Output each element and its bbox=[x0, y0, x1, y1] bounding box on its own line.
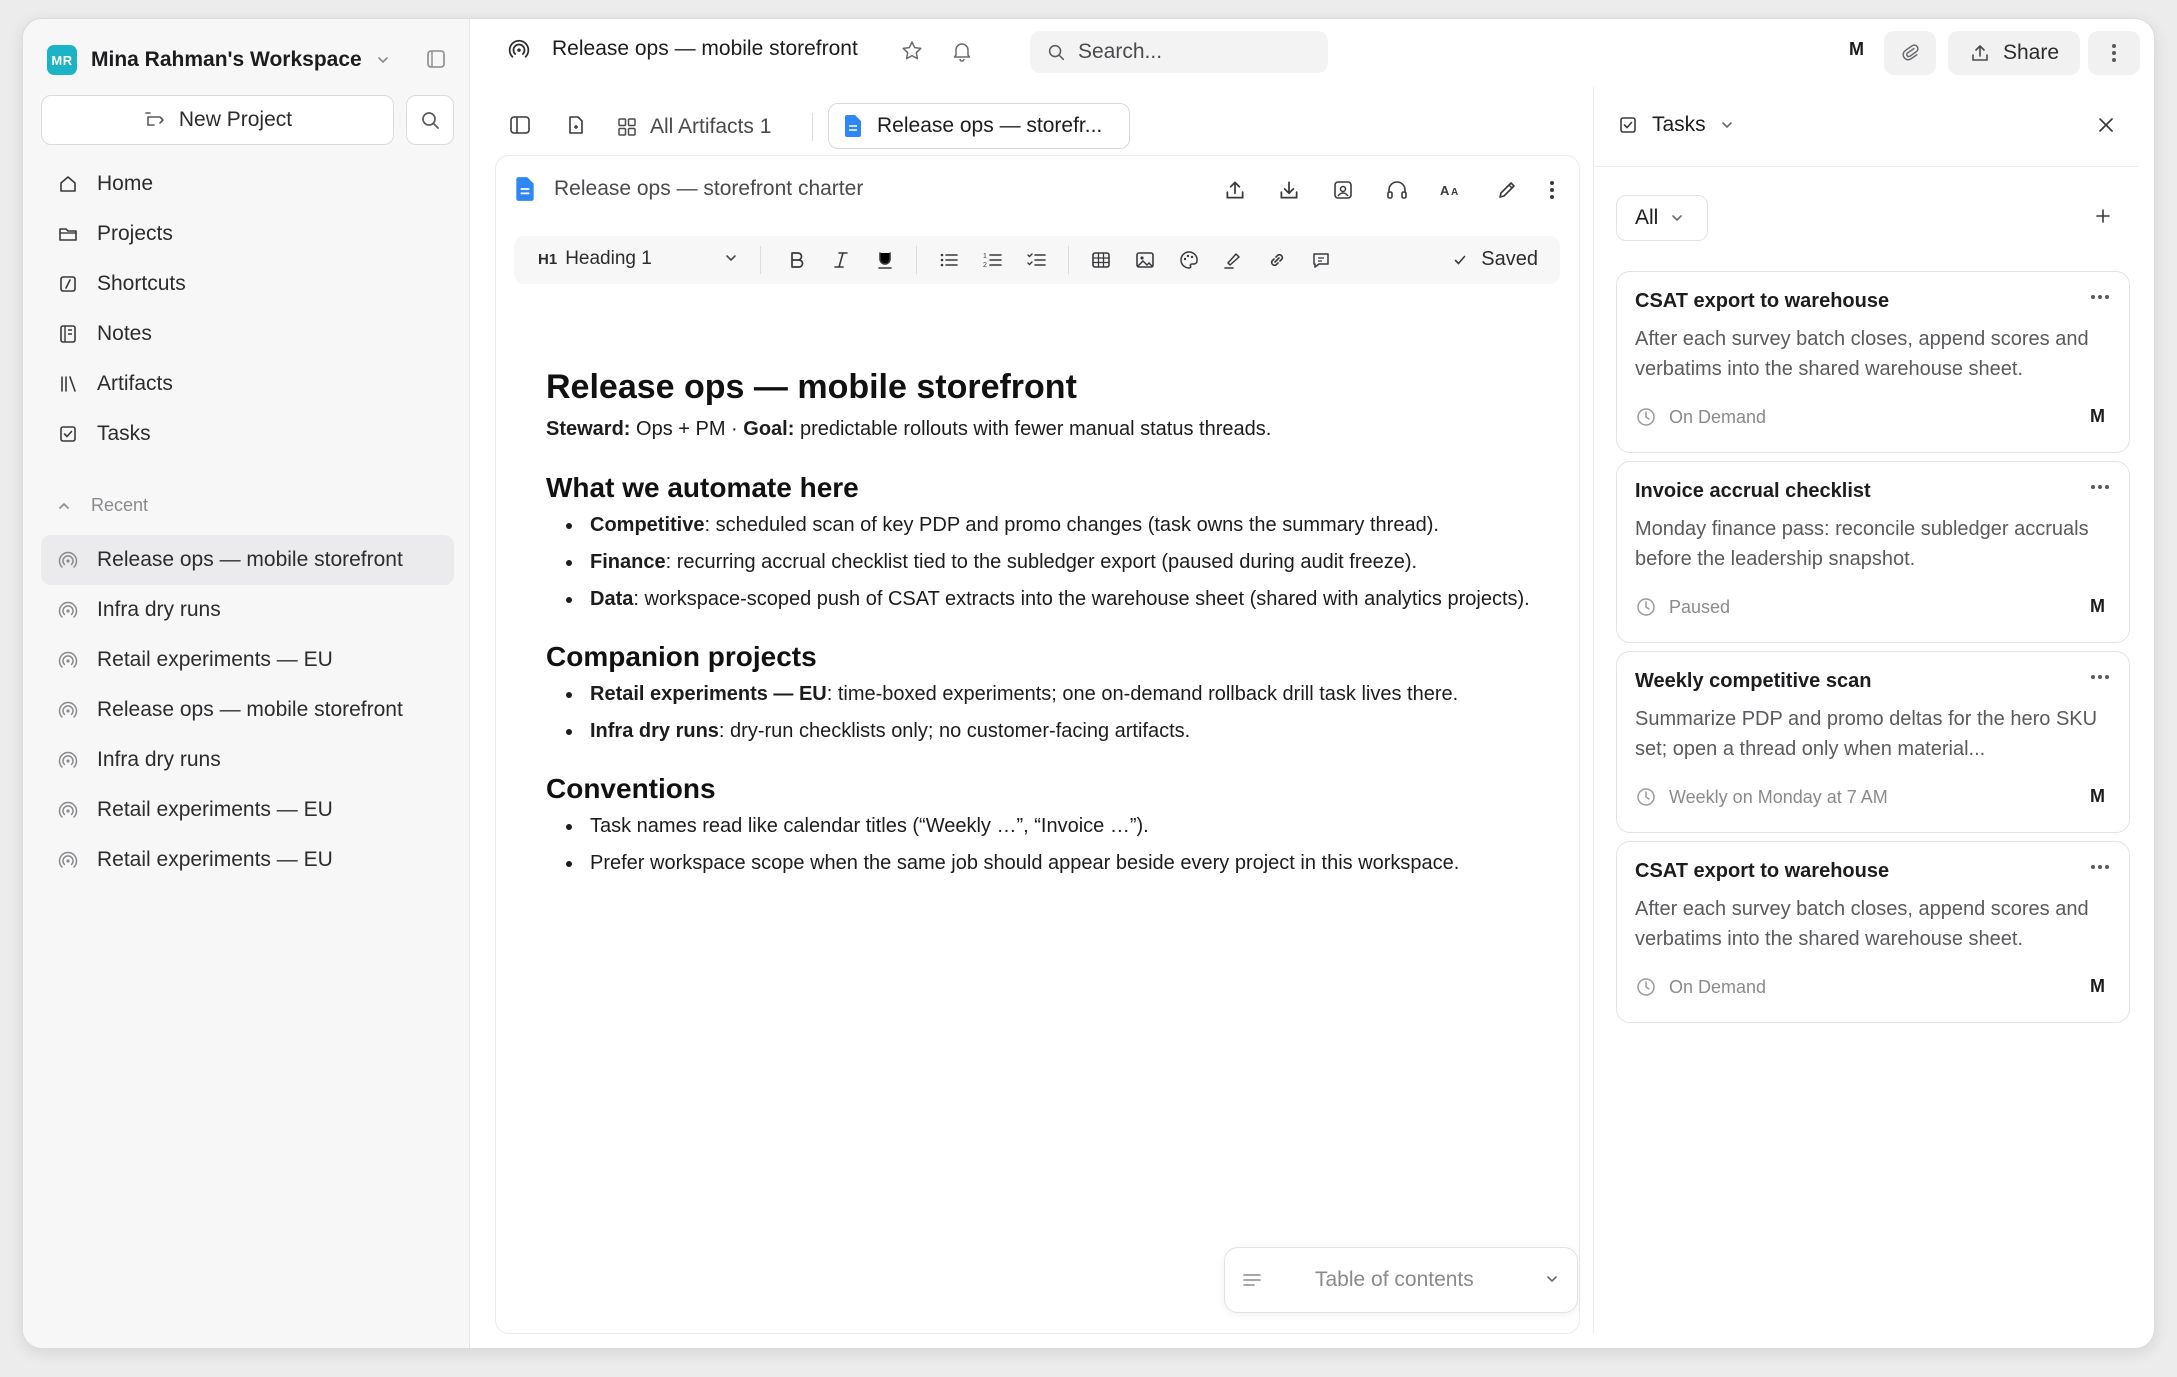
underline-icon[interactable] bbox=[874, 249, 896, 271]
tasks-title-dropdown[interactable] bbox=[1618, 113, 1734, 137]
document-header bbox=[496, 156, 1579, 222]
chevron-down-icon bbox=[1720, 118, 1734, 132]
artifact-tabs bbox=[470, 103, 1580, 149]
project-radar-icon bbox=[508, 38, 530, 60]
list-item bbox=[566, 681, 1546, 708]
paperclip-icon bbox=[1899, 42, 1921, 64]
comment-icon[interactable] bbox=[1310, 249, 1332, 271]
steward-label: Steward: bbox=[546, 418, 631, 440]
recent-item-label: Retail experiments — EU bbox=[97, 798, 333, 821]
sidebar-nav bbox=[41, 159, 454, 459]
sidebar-item-home[interactable] bbox=[41, 159, 454, 209]
font-size-icon[interactable] bbox=[1439, 178, 1465, 202]
goal-value: predictable rollouts with fewer manual status threads. bbox=[794, 418, 1272, 440]
clock-icon bbox=[1635, 786, 1657, 808]
document-meta bbox=[546, 414, 1546, 444]
tasks-title-label: Tasks bbox=[1652, 113, 1706, 136]
document-actions bbox=[1223, 178, 1555, 202]
recent-item[interactable] bbox=[41, 635, 454, 685]
tab-active-document[interactable] bbox=[828, 103, 1130, 149]
palette-icon[interactable] bbox=[1178, 249, 1200, 271]
task-card-schedule-label: On Demand bbox=[1669, 406, 1767, 427]
svg-text:1: 1 bbox=[983, 253, 987, 260]
heading-prefix: H1 bbox=[538, 250, 558, 268]
top-bar bbox=[470, 19, 2154, 87]
heading-select-label: Heading 1 bbox=[565, 248, 652, 269]
svg-text:A: A bbox=[1451, 187, 1459, 198]
task-card-schedule bbox=[1635, 976, 1766, 998]
recent-item-label: Infra dry runs bbox=[97, 598, 221, 621]
task-card-schedule bbox=[1635, 786, 1888, 808]
more-horizontal-icon[interactable] bbox=[2089, 864, 2111, 870]
bullet-list bbox=[546, 681, 1546, 745]
checklist-icon[interactable] bbox=[1026, 249, 1048, 271]
sidebar-item-label: Notes bbox=[97, 322, 152, 345]
search-icon bbox=[1046, 42, 1066, 62]
list-item-bold: Data bbox=[590, 588, 634, 610]
task-filter-label: All bbox=[1635, 206, 1659, 229]
bold-icon[interactable] bbox=[786, 249, 808, 271]
steward-value: Ops + PM · bbox=[630, 418, 744, 440]
task-card[interactable] bbox=[1616, 271, 2130, 453]
workspace-name: Mina Rahman's Workspace bbox=[91, 48, 362, 71]
list-item-bold: Competitive bbox=[590, 514, 705, 536]
more-horizontal-icon[interactable] bbox=[2089, 484, 2111, 490]
svg-text:2: 2 bbox=[983, 262, 987, 269]
task-card-assignee: M bbox=[2090, 596, 2105, 616]
section-heading: Conventions bbox=[546, 773, 716, 804]
toolbar-divider bbox=[916, 246, 917, 274]
image-gallery-icon[interactable] bbox=[1331, 178, 1355, 202]
more-menu-button[interactable] bbox=[2088, 31, 2140, 75]
list-item-text: : dry-run checklists only; no customer-facing artifacts. bbox=[718, 720, 1191, 742]
more-vertical-icon bbox=[2111, 42, 2117, 64]
highlighter-icon[interactable] bbox=[1222, 249, 1244, 271]
recent-item[interactable] bbox=[41, 835, 454, 885]
toolbar-divider bbox=[1068, 246, 1069, 274]
list-item-text: Prefer workspace scope when the same job should appear beside every project in this workspace. bbox=[590, 852, 1460, 874]
document-heading: Release ops — mobile storefront bbox=[546, 368, 1077, 406]
task-card-title: Invoice accrual checklist bbox=[1635, 480, 1871, 502]
close-icon[interactable] bbox=[2094, 113, 2118, 137]
workspace-switcher[interactable] bbox=[47, 35, 447, 85]
list-item-bold: Infra dry runs bbox=[590, 720, 719, 742]
notes-icon bbox=[57, 323, 79, 345]
bullet-list-icon[interactable] bbox=[938, 249, 960, 271]
project-title-label: Release ops — mobile storefront bbox=[552, 37, 858, 60]
task-card-schedule-label: On Demand bbox=[1669, 976, 1767, 997]
project-radar-icon bbox=[57, 599, 79, 621]
bell-icon[interactable] bbox=[950, 39, 974, 63]
artifacts-icon bbox=[57, 373, 79, 395]
italic-icon[interactable] bbox=[830, 249, 852, 271]
lines-icon bbox=[1241, 1269, 1263, 1291]
bullet-list bbox=[546, 813, 1546, 877]
project-radar-icon bbox=[57, 699, 79, 721]
save-status-label: Saved bbox=[1481, 248, 1538, 270]
task-check-icon bbox=[1618, 115, 1638, 135]
list-item-text: : scheduled scan of key PDP and promo changes (task owns the summary thread). bbox=[704, 514, 1439, 536]
table-icon[interactable] bbox=[1090, 249, 1112, 271]
image-icon[interactable] bbox=[1134, 249, 1156, 271]
task-card-description: Monday finance pass: reconcile subledger accruals before the leadership snapshot. bbox=[1635, 518, 2089, 570]
list-item-bold: Retail experiments — EU bbox=[590, 683, 827, 705]
download-icon[interactable] bbox=[1277, 178, 1301, 202]
tab-all-artifacts-label: All Artifacts 1 bbox=[650, 115, 772, 138]
task-check-icon bbox=[57, 423, 79, 445]
more-horizontal-icon[interactable] bbox=[2089, 674, 2111, 680]
list-item bbox=[566, 813, 1546, 840]
toolbar-divider bbox=[760, 246, 761, 274]
tab-all-artifacts[interactable] bbox=[616, 107, 771, 147]
list-item-text: : time-boxed experiments; one on-demand rollback drill task lives there. bbox=[826, 683, 1459, 705]
sidebar-item-label: Tasks bbox=[97, 422, 151, 445]
list-item bbox=[566, 850, 1546, 877]
recent-list bbox=[41, 535, 454, 885]
sidebar-item-shortcuts[interactable] bbox=[41, 259, 454, 309]
project-radar-icon bbox=[57, 749, 79, 771]
table-of-contents-button[interactable] bbox=[1224, 1247, 1578, 1313]
grid-icon bbox=[616, 116, 638, 138]
tab-divider bbox=[812, 113, 813, 141]
list-item-bold: Finance bbox=[590, 551, 666, 573]
document-icon bbox=[514, 176, 536, 202]
clock-icon bbox=[1635, 596, 1657, 618]
project-radar-icon bbox=[57, 849, 79, 871]
home-icon bbox=[57, 173, 79, 195]
folder-icon bbox=[57, 223, 79, 245]
recent-item[interactable] bbox=[41, 735, 454, 785]
project-radar-icon bbox=[57, 649, 79, 671]
list-item-text: : workspace-scoped push of CSAT extracts into the warehouse sheet (shared with analytics projects). bbox=[633, 588, 1530, 610]
new-project-icon bbox=[143, 109, 167, 131]
tasks-panel bbox=[1593, 87, 2138, 1334]
recent-item-label: Retail experiments — EU bbox=[97, 848, 333, 871]
list-item bbox=[566, 586, 1546, 613]
task-card-title: CSAT export to warehouse bbox=[1635, 290, 1890, 312]
panel-toggle-icon[interactable] bbox=[508, 113, 532, 137]
more-horizontal-icon[interactable] bbox=[2089, 294, 2111, 300]
list-item bbox=[566, 718, 1546, 745]
tasks-panel-header bbox=[1594, 87, 2138, 167]
svg-text:A: A bbox=[1440, 183, 1450, 198]
task-card-description: After each survey batch closes, append scores and verbatims into the shared warehouse sheet. bbox=[1635, 328, 2089, 380]
workspace-badge: MR bbox=[47, 45, 77, 75]
document-editor bbox=[495, 155, 1580, 1334]
sidebar-item-tasks[interactable] bbox=[41, 409, 454, 459]
task-card[interactable] bbox=[1616, 651, 2130, 833]
clock-icon bbox=[1635, 976, 1657, 998]
share-label: Share bbox=[2002, 41, 2060, 64]
sidebar-item-label: Shortcuts bbox=[97, 272, 186, 295]
task-card-assignee: M bbox=[2090, 786, 2105, 806]
formatting-toolbar bbox=[514, 236, 1560, 284]
heading-select[interactable] bbox=[538, 248, 652, 270]
list-item-text: : recurring accrual checklist tied to the subledger export (paused during audit freeze). bbox=[665, 551, 1418, 573]
task-card-schedule-label: Paused bbox=[1669, 596, 1731, 617]
check-icon bbox=[1453, 253, 1467, 267]
numbered-list-icon[interactable] bbox=[982, 249, 1004, 271]
tab-active-label: Release ops — storefr... bbox=[877, 114, 1103, 137]
task-card-schedule bbox=[1635, 406, 1766, 428]
search-placeholder: Search... bbox=[1078, 40, 1163, 63]
sidebar-item-artifacts[interactable] bbox=[41, 359, 454, 409]
task-card[interactable] bbox=[1616, 461, 2130, 643]
goal-label: Goal: bbox=[743, 418, 795, 440]
task-card-assignee: M bbox=[2090, 406, 2105, 426]
list-item bbox=[566, 549, 1546, 576]
app-window bbox=[22, 18, 2155, 1349]
document-icon bbox=[843, 114, 863, 138]
recent-item[interactable] bbox=[41, 535, 454, 585]
shortcut-icon bbox=[57, 273, 79, 295]
recent-section-toggle[interactable] bbox=[57, 495, 148, 516]
headphones-icon[interactable] bbox=[1385, 178, 1409, 202]
sidebar-item-label: Projects bbox=[97, 222, 173, 245]
recent-item-label: Release ops — mobile storefront bbox=[97, 548, 403, 571]
task-list bbox=[1616, 271, 2130, 1031]
document-title-label: Release ops — storefront charter bbox=[554, 177, 864, 200]
link-icon[interactable] bbox=[1266, 249, 1288, 271]
task-card-schedule-label: Weekly on Monday at 7 AM bbox=[1669, 786, 1888, 807]
new-project-label: New Project bbox=[178, 108, 293, 131]
section-heading: What we automate here bbox=[546, 472, 859, 503]
upload-icon[interactable] bbox=[1223, 178, 1247, 202]
task-card-title: Weekly competitive scan bbox=[1635, 670, 1872, 692]
recent-item-label: Infra dry runs bbox=[97, 748, 221, 771]
share-button[interactable] bbox=[1948, 31, 2080, 75]
sidebar-item-projects[interactable] bbox=[41, 209, 454, 259]
list-item-text: Task names read like calendar titles (“Weekly …”, “Invoice …”). bbox=[590, 815, 1149, 837]
recent-label: Recent bbox=[91, 495, 149, 515]
document-title bbox=[514, 176, 863, 202]
table-of-contents-label: Table of contents bbox=[1315, 1268, 1474, 1291]
sidebar-search-button[interactable] bbox=[406, 95, 454, 145]
document-content[interactable] bbox=[546, 366, 1546, 887]
sidebar-item-notes[interactable] bbox=[41, 309, 454, 359]
sidebar bbox=[23, 19, 470, 1348]
list-item bbox=[566, 512, 1546, 539]
task-card-title: CSAT export to warehouse bbox=[1635, 860, 1890, 882]
task-filter-select[interactable] bbox=[1616, 195, 1708, 241]
pencil-icon[interactable] bbox=[1495, 178, 1519, 202]
upload-icon bbox=[1969, 42, 1991, 64]
chevron-down-icon bbox=[1545, 1272, 1559, 1286]
sidebar-toggle-icon[interactable] bbox=[425, 48, 447, 70]
task-card-assignee: M bbox=[2090, 976, 2105, 996]
sidebar-item-label: Artifacts bbox=[97, 372, 173, 395]
chevron-down-icon bbox=[1670, 211, 1684, 225]
recent-item-label: Release ops — mobile storefront bbox=[97, 698, 403, 721]
new-project-button[interactable] bbox=[41, 95, 394, 145]
recent-item[interactable] bbox=[41, 585, 454, 635]
more-vertical-icon[interactable] bbox=[1549, 179, 1555, 201]
project-radar-icon bbox=[57, 799, 79, 821]
task-card-description: After each survey batch closes, append scores and verbatims into the shared warehouse sheet. bbox=[1635, 898, 2089, 950]
clock-icon bbox=[1635, 406, 1657, 428]
project-radar-icon bbox=[57, 549, 79, 571]
attach-button[interactable] bbox=[1884, 31, 1936, 75]
task-card-schedule bbox=[1635, 596, 1730, 618]
user-avatar[interactable]: M bbox=[1849, 39, 1864, 59]
chevron-up-icon bbox=[57, 499, 71, 513]
star-icon[interactable] bbox=[900, 39, 924, 63]
chevron-down-icon bbox=[724, 251, 738, 265]
recent-item[interactable] bbox=[41, 785, 454, 835]
recent-item[interactable] bbox=[41, 685, 454, 735]
sidebar-item-label: Home bbox=[97, 172, 154, 195]
save-status bbox=[1453, 248, 1538, 271]
section-heading: Companion projects bbox=[546, 641, 817, 672]
project-title bbox=[508, 37, 858, 61]
bullet-list bbox=[546, 512, 1546, 613]
history-icon[interactable] bbox=[564, 113, 588, 137]
task-card-description: Summarize PDP and promo deltas for the hero SKU set; open a thread only when material... bbox=[1635, 708, 2098, 760]
search-input[interactable] bbox=[1030, 31, 1328, 73]
plus-icon[interactable] bbox=[2092, 205, 2114, 227]
task-card[interactable] bbox=[1616, 841, 2130, 1023]
chevron-down-icon bbox=[376, 53, 390, 67]
recent-item-label: Retail experiments — EU bbox=[97, 648, 333, 671]
search-icon bbox=[419, 109, 441, 131]
